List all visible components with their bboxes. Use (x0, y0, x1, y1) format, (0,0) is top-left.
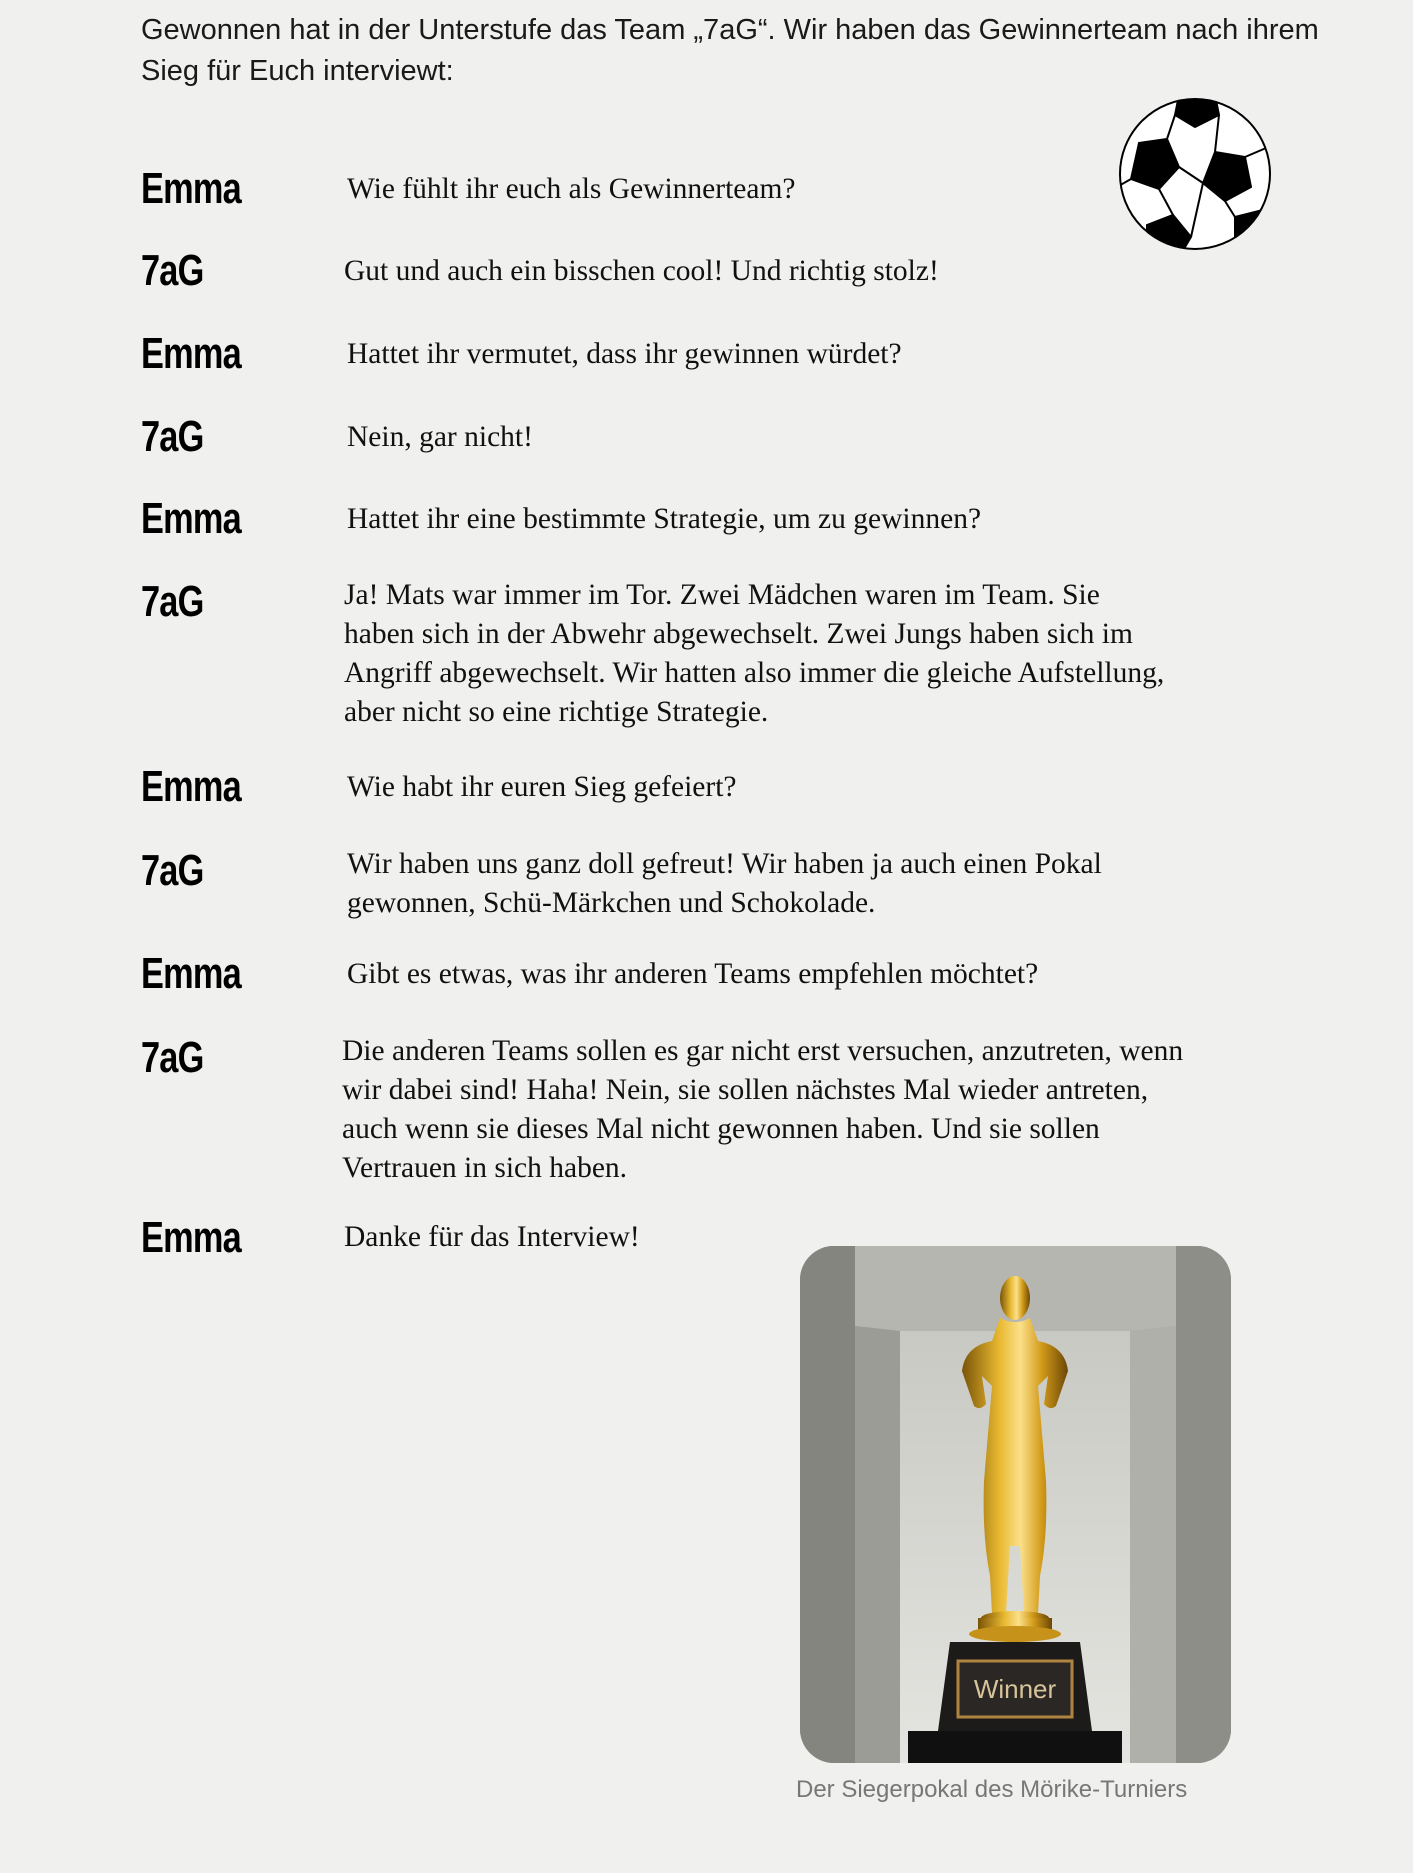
speaker-label: 7aG (141, 412, 204, 461)
speaker-label: Emma (141, 494, 241, 543)
trophy-photo (800, 1246, 1231, 1763)
speaker-label: Emma (141, 762, 241, 811)
interview-line: Ja! Mats war immer im Tor. Zwei Mädchen waren im Team. Sie haben sich in der Abwehr abgewechselt. Zwei Jungs haben sich im Angriff abgewechselt. Wir hatten also immer die gleiche Aufstellung, aber nicht so eine richtige Strategie. (344, 579, 1165, 728)
interview-line: Hattet ihr eine bestimmte Strategie, um zu gewinnen? (347, 503, 982, 535)
interview-line: Gut und auch ein bisschen cool! Und richtig stolz! (344, 255, 939, 287)
speaker-label: Emma (141, 1213, 241, 1262)
speaker-label: 7aG (141, 577, 204, 626)
speaker-label: 7aG (141, 246, 204, 295)
speaker-label: Emma (141, 164, 241, 213)
interview-line: Hattet ihr vermutet, dass ihr gewinnen würdet? (347, 338, 902, 370)
speaker-label: 7aG (141, 1033, 204, 1082)
speaker-label: Emma (141, 329, 241, 378)
trophy-plate-text: Winner (973, 1674, 1057, 1704)
interview-line: Die anderen Teams sollen es gar nicht erst versuchen, anzutreten, wenn wir dabei sind! Haha! Nein, sie sollen nächstes Mal wieder antreten, auch wenn sie dieses Mal nicht gewonnen haben. Und sie sollen Vertrauen in sich haben. (342, 1035, 1184, 1184)
interview-line: Gibt es etwas, was ihr anderen Teams empfehlen möchtet? (347, 958, 1039, 990)
interview-line: Nein, gar nicht! (347, 421, 533, 453)
speaker-label: 7aG (141, 846, 204, 895)
interview-line: Wie fühlt ihr euch als Gewinnerteam? (347, 173, 796, 205)
speaker-label: Emma (141, 949, 241, 998)
intro-paragraph: Gewonnen hat in der Unterstufe das Team „7aG“. Wir haben das Gewinnerteam nach ihrem Sieg für Euch interviewt: (141, 14, 1319, 87)
interview-line: Wie habt ihr euren Sieg gefeiert? (347, 771, 737, 803)
interview-line: Danke für das Interview! (344, 1221, 640, 1253)
interview-line: Wir haben uns ganz doll gefreut! Wir haben ja auch einen Pokal gewonnen, Schü-Märkchen und Schokolade. (347, 848, 1102, 919)
image-caption: Der Siegerpokal des Mörike-Turniers (796, 1776, 1188, 1803)
